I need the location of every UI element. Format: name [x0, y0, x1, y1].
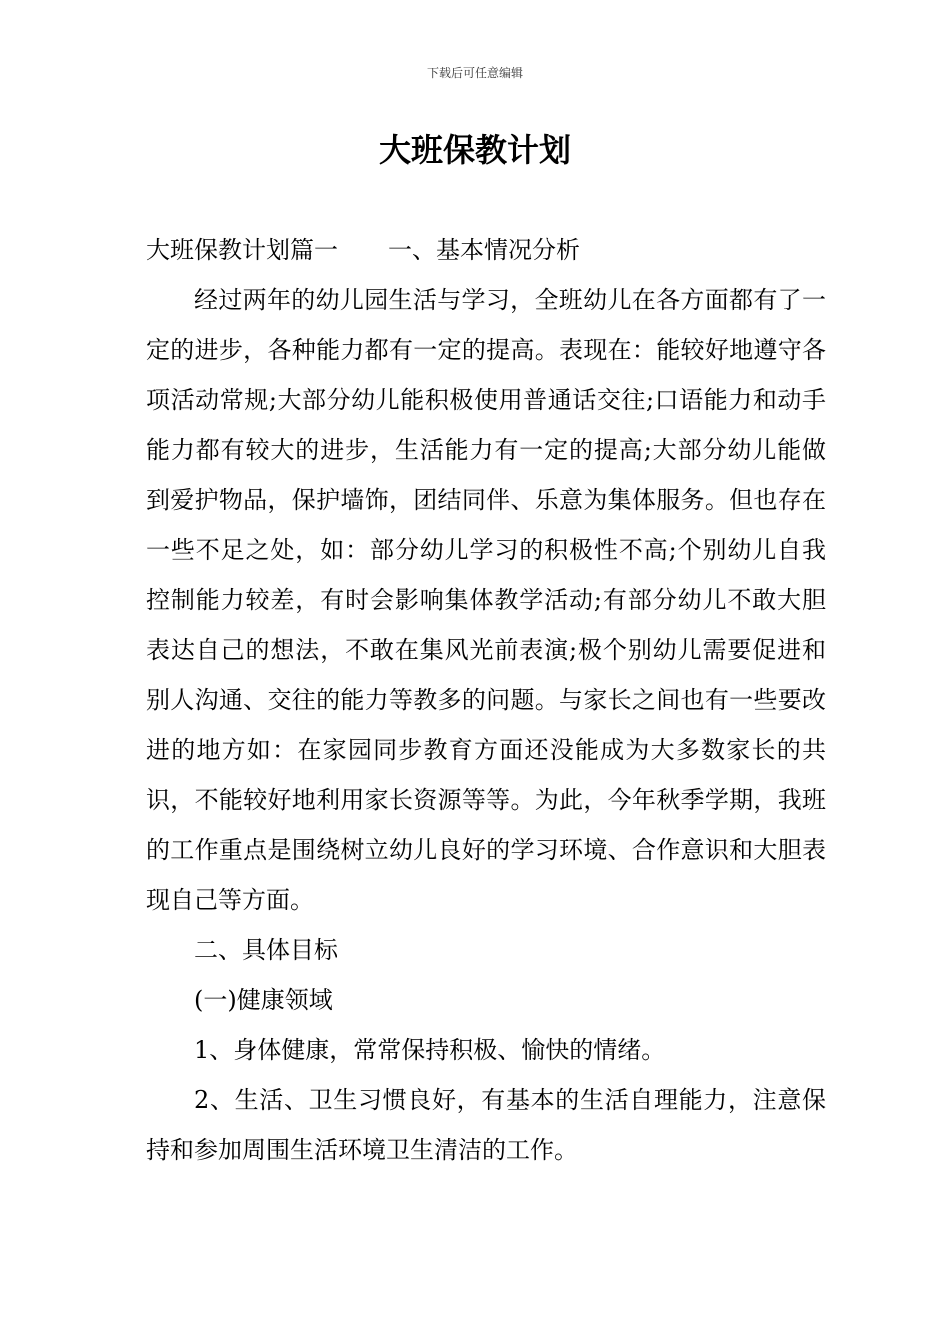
intro-label: 大班保教计划篇一	[146, 236, 338, 264]
document-title: 大班保教计划	[378, 131, 571, 169]
paragraph-basic-analysis: 经过两年的幼儿园生活与学习，全班幼儿在各方面都有了一定的进步，各种能力都有一定的提高。表现在：能较好地遵守各项活动常规;大部分幼儿能积极使用普通话交往;口语能力和动手能力都有较大的进步，生活能力有一定的提高;大部分幼儿能做到爱护物品，保护墙饰，团结同伴、乐意为集体服务。但也存在一些不足之处，如：部分幼儿学习的积极性不高;个别幼儿自我控制能力较差，有时会影响集体教学活动;有部分幼儿不敢大胆表达自己的想法，不敢在集风光前表演;极个别幼儿需要促进和别人沟通、交往的能力等教多的问题。与家长之间也有一些要改进的地方如：在家园同步教育方面还没能成为大多数家长的共识，不能较好地利用家长资源等等。为此，今年秋季学期，我班的工作重点是围绕树立幼儿良好的学习环境、合作意识和大胆表现自己等方面。	[146, 286, 826, 914]
list-item-1: 1、身体健康，常常保持积极、愉快的情绪。	[194, 1036, 666, 1064]
header-note: 下载后可任意编辑	[426, 66, 523, 80]
section-heading-basic-analysis: 一、基本情况分析	[388, 236, 580, 264]
section-heading-goals: 二、具体目标	[194, 936, 338, 964]
list-item-2: 2、生活、卫生习惯良好，有基本的生活自理能力，注意保持和参加周围生活环境卫生清洁的工作。	[146, 1086, 826, 1164]
document-body	[146, 225, 826, 1175]
intro-line	[146, 225, 826, 275]
subsection-heading-health: (一)健康领域	[194, 986, 333, 1014]
